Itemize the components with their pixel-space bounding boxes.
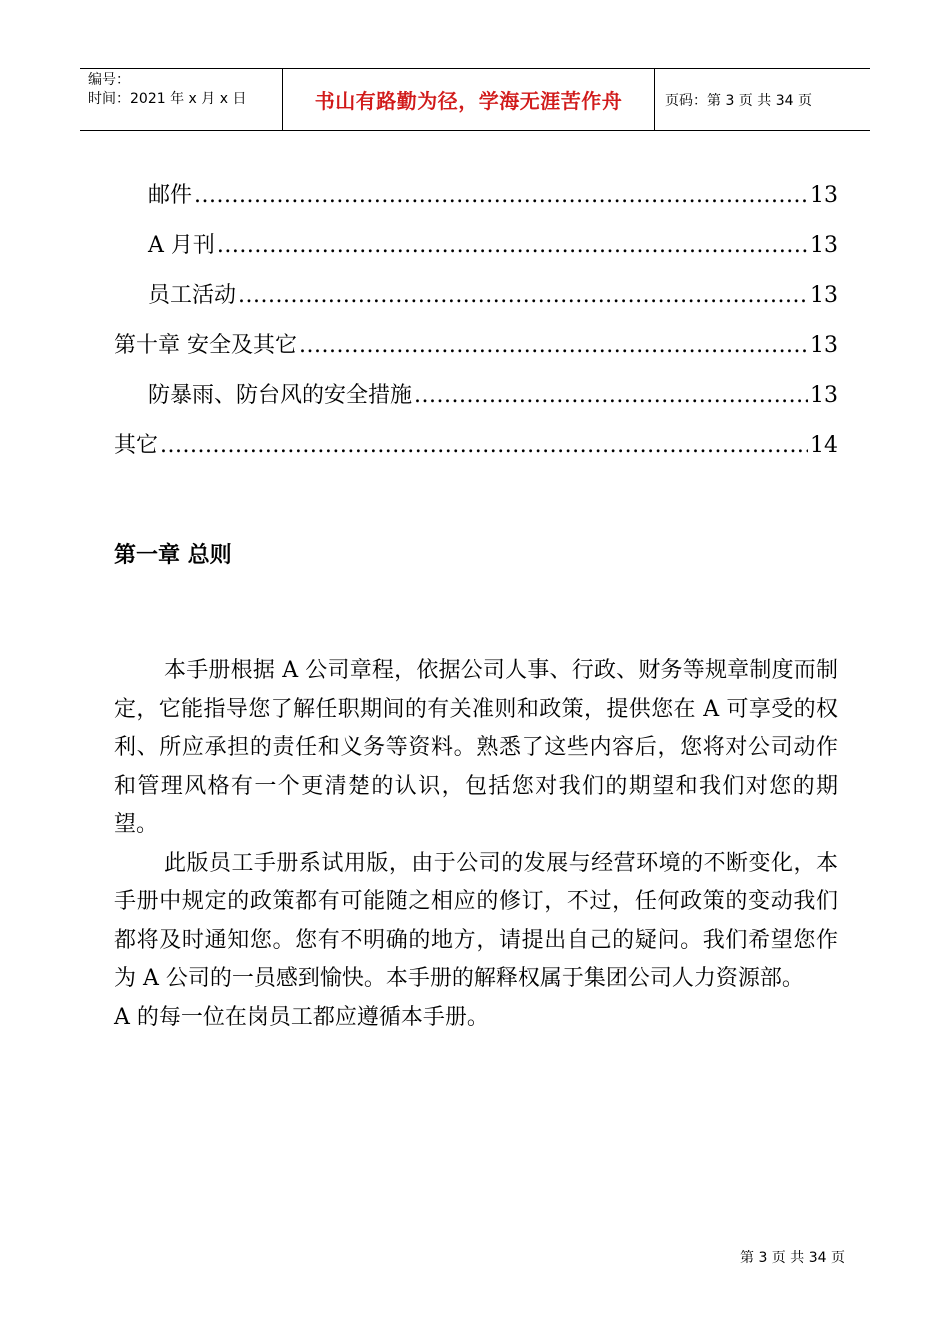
- toc-leader-dots: [160, 431, 808, 461]
- toc-entry-page: 13: [810, 283, 838, 308]
- time-label: 时间：2021 年 x 月 x 日: [88, 91, 247, 107]
- page-header: [80, 68, 870, 131]
- paragraph: 此版员工手册系试用版，由于公司的发展与经营环境的不断变化，本手册中规定的政策都有可能随之相应的修订，不过，任何政策的变动我们都将及时通知您。您有不明确的地方，请提出自己的疑问。我们希望您作为 A 公司的一员感到愉快。本手册的解释权属于集团公司人力资源部。: [114, 850, 838, 991]
- toc-entry-label: 邮件: [148, 183, 193, 208]
- toc-leader-dots: [414, 381, 808, 411]
- toc-leader-dots: [238, 281, 808, 311]
- toc-entry[interactable]: [114, 411, 838, 461]
- table-of-contents: [114, 161, 838, 461]
- toc-entry[interactable]: [114, 211, 838, 261]
- toc-entry-page: 13: [810, 233, 838, 258]
- header-motto: 书山有路勤为径，学海无涯苦作舟: [282, 69, 655, 130]
- toc-entry-label: 第十章 安全及其它: [114, 333, 297, 358]
- toc-entry[interactable]: [114, 311, 838, 361]
- number-label: 编号：: [88, 72, 130, 88]
- chapter-title: 第一章 总则: [114, 543, 232, 568]
- toc-leader-dots: [217, 231, 808, 261]
- toc-entry-page: 13: [810, 183, 838, 208]
- toc-entry-page: 14: [810, 433, 838, 458]
- page-footer: 第 3 页 共 34 页: [740, 1250, 845, 1266]
- toc-entry[interactable]: [114, 261, 838, 311]
- header-meta: [80, 69, 282, 130]
- toc-entry-label: 防暴雨、防台风的安全措施: [148, 383, 413, 408]
- toc-leader-dots: [194, 181, 808, 211]
- toc-entry-page: 13: [810, 383, 838, 408]
- paragraph: A 的每一位在岗员工都应遵循本手册。: [114, 1004, 489, 1030]
- toc-entry[interactable]: [114, 161, 838, 211]
- body-text: [114, 652, 838, 1037]
- toc-entry-page: 13: [810, 333, 838, 358]
- toc-entry-label: A 月刊: [148, 233, 215, 258]
- toc-entry-label: 员工活动: [148, 283, 237, 308]
- toc-entry[interactable]: [114, 361, 838, 411]
- paragraph: 本手册根据 A 公司章程，依据公司人事、行政、财务等规章制度而制定，它能指导您了解任职期间的有关准则和政策，提供您在 A 可享受的权利、所应承担的责任和义务等资料。熟悉了这些内容后，您将对公司动作和管理风格有一个更清楚的认识，包括您对我们的期望和我们对您的期望。: [114, 658, 838, 837]
- toc-entry-label: 其它: [114, 433, 159, 458]
- header-page-info: 页码：第 3 页 共 34 页: [665, 92, 812, 109]
- toc-leader-dots: [299, 331, 808, 361]
